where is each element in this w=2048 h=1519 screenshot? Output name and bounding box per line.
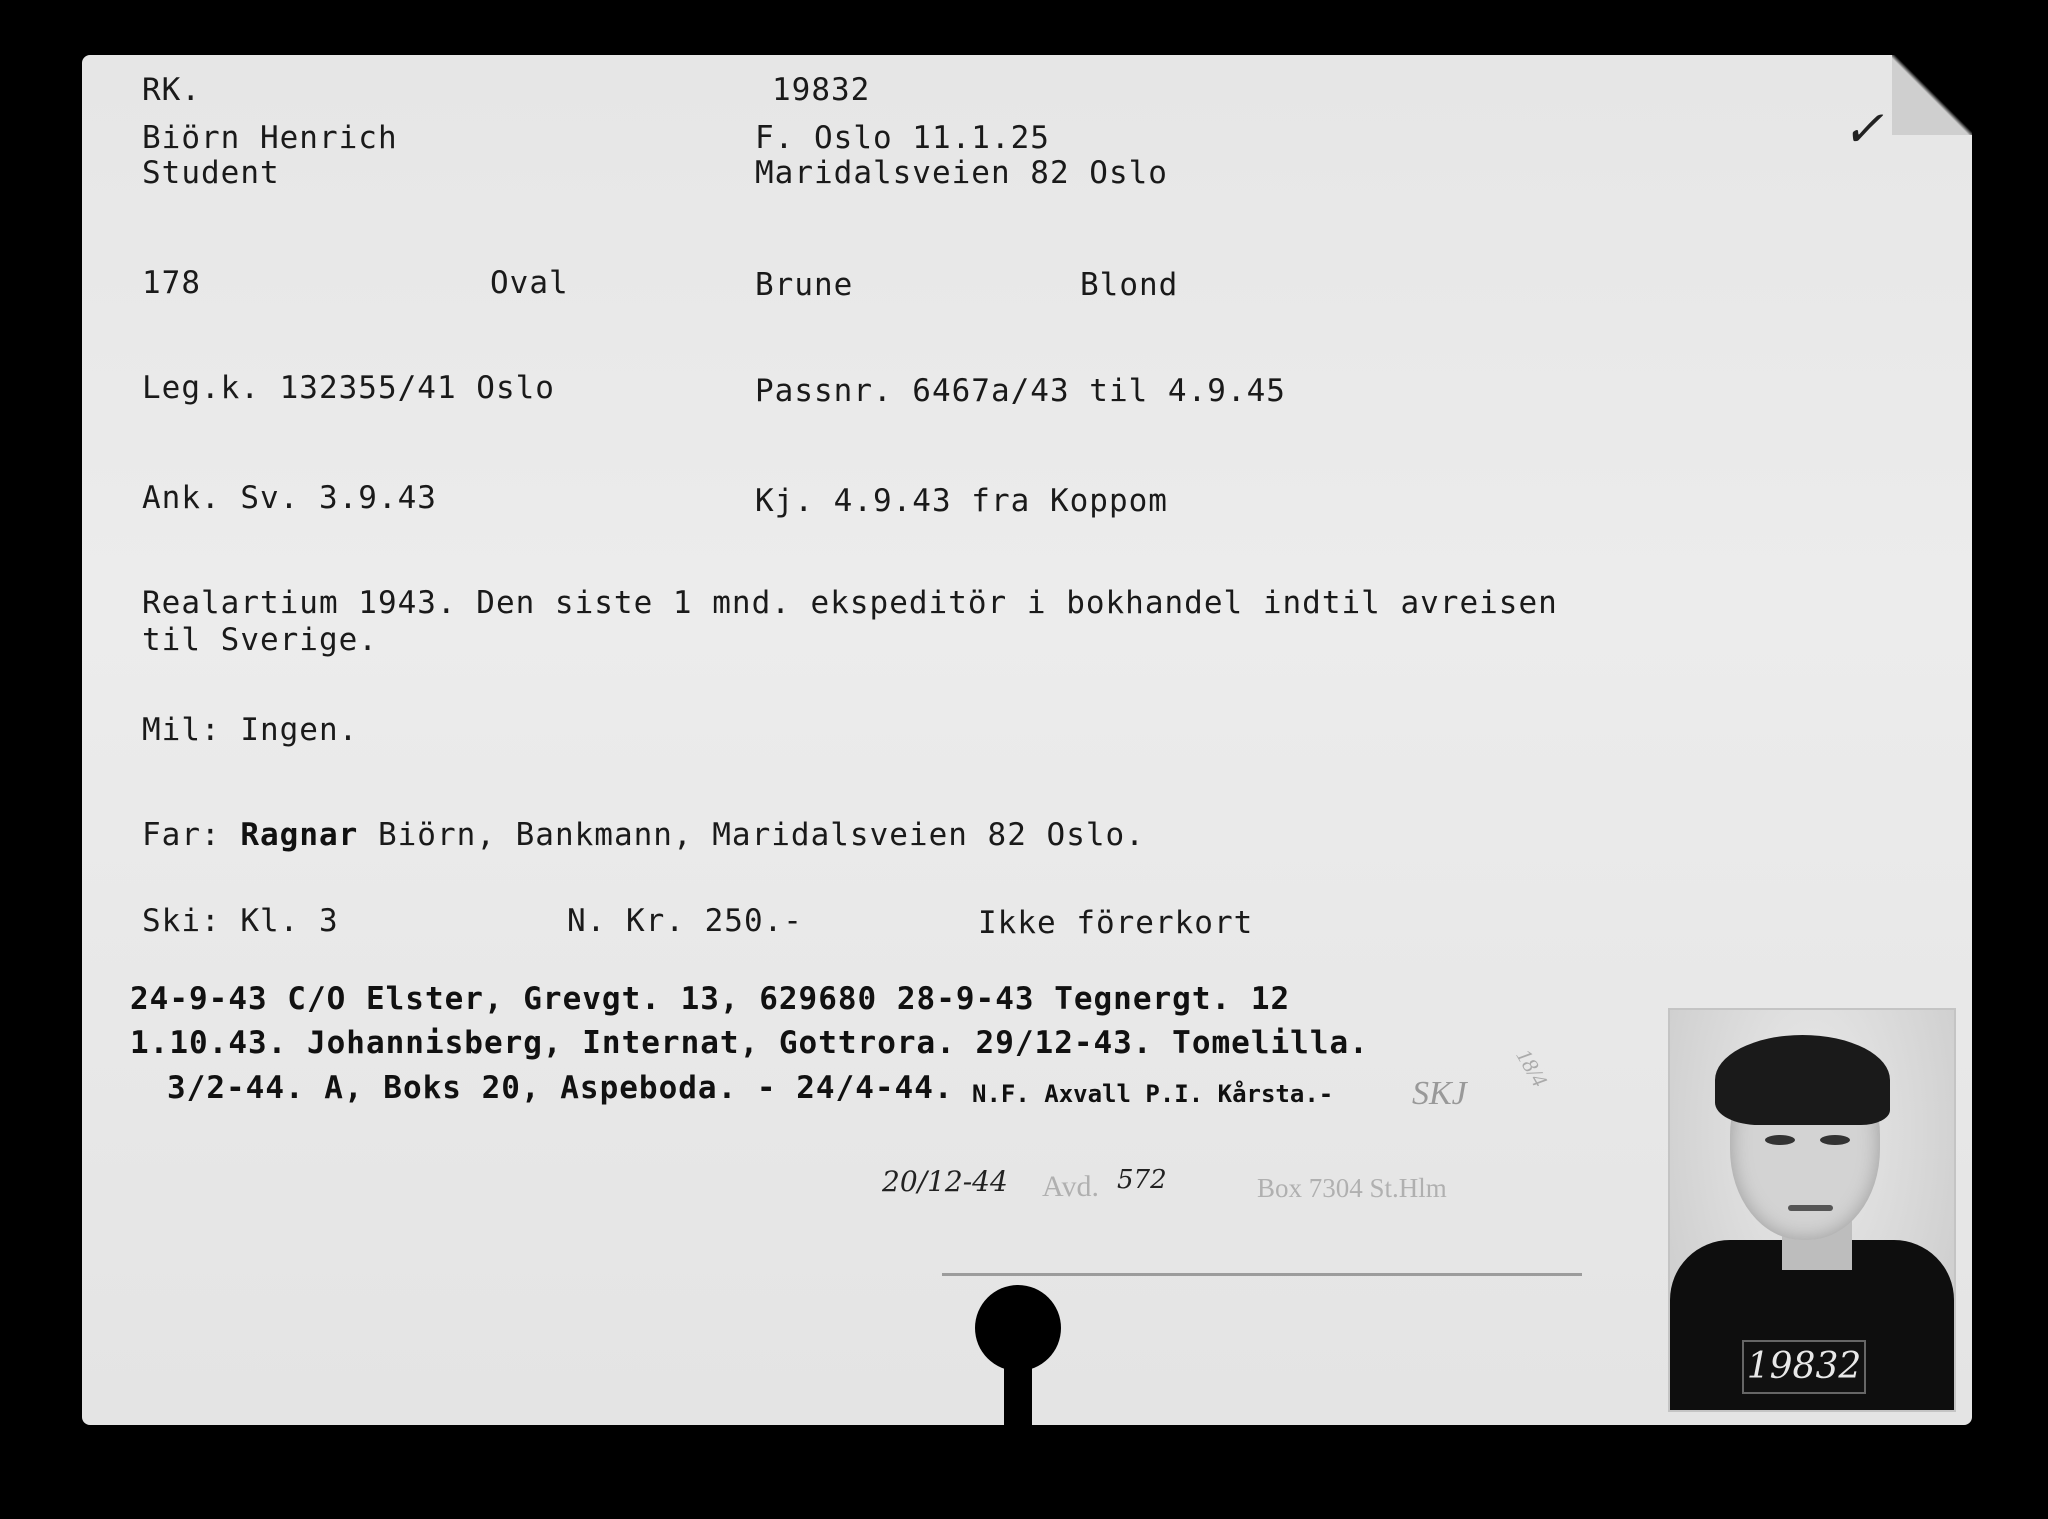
card-corner bbox=[1892, 55, 1972, 135]
came-from: Kj. 4.9.43 fra Koppom bbox=[755, 483, 1168, 519]
punch-slot bbox=[1004, 1355, 1032, 1430]
handwritten-date: 20/12-44 bbox=[882, 1165, 1008, 1198]
home-address: Maridalsveien 82 Oslo bbox=[755, 155, 1168, 191]
father-details: Biörn, Bankmann, Maridalsveien 82 Oslo. bbox=[377, 817, 1145, 853]
photo-plate-number: 19832 bbox=[1742, 1340, 1866, 1394]
legitimation-card: Leg.k. 132355/41 Oslo bbox=[142, 370, 555, 406]
ski-level: Ski: Kl. 3 bbox=[142, 903, 339, 939]
address-history-line-2: 1.10.43. Johannisberg, Internat, Gottrora. 29/12-43. Tomelilla. bbox=[130, 1025, 1369, 1061]
handwritten-number: 572 bbox=[1117, 1165, 1167, 1195]
father-label: Far: bbox=[142, 817, 221, 853]
birth-info: F. Oslo 11.1.25 bbox=[755, 120, 1050, 156]
education-line-2: til Sverige. bbox=[142, 622, 378, 658]
stamp-department: Avd. bbox=[1042, 1170, 1099, 1203]
margin-note: SKJ bbox=[1412, 1075, 1467, 1112]
license-status: Ikke förerkort bbox=[978, 905, 1254, 941]
nkr-amount: N. Kr. 250.- bbox=[567, 903, 803, 939]
arrival-date: Ank. Sv. 3.9.43 bbox=[142, 480, 437, 516]
education-line-1: Realartium 1943. Den siste 1 mnd. ekspeditör i bokhandel indtil avreisen bbox=[142, 585, 1558, 621]
registration-card bbox=[82, 55, 1972, 1425]
check-mark: ✓ bbox=[1842, 100, 1884, 158]
military-service: Mil: Ingen. bbox=[142, 712, 359, 748]
address-history-line-3: 3/2-44. A, Boks 20, Aspeboda. - 24/4-44. bbox=[167, 1070, 954, 1106]
address-history-line-3b: N.F. Axvall P.I. Kårsta.- bbox=[972, 1080, 1334, 1108]
father-first-name: Ragnar bbox=[240, 817, 359, 853]
person-name: Biörn Henrich bbox=[142, 120, 398, 156]
person-occupation: Student bbox=[142, 155, 280, 191]
stamp-box-address: Box 7304 St.Hlm bbox=[1257, 1173, 1447, 1203]
passport-number: Passnr. 6467a/43 til 4.9.45 bbox=[755, 373, 1286, 409]
signature-line bbox=[942, 1273, 1582, 1276]
id-photo bbox=[1670, 1010, 1954, 1410]
address-history-line-1: 24-9-43 C/O Elster, Grevgt. 13, 629680 28-9-43 Tegnergt. 12 bbox=[130, 981, 1291, 1017]
father-line bbox=[142, 817, 1145, 853]
hair-color: Blond bbox=[1080, 267, 1179, 303]
face-shape: Oval bbox=[490, 265, 569, 301]
card-number: 19832 bbox=[772, 72, 871, 108]
register-code: RK. bbox=[142, 72, 201, 108]
eye-color: Brune bbox=[755, 267, 854, 303]
margin-note-2: 18/4 bbox=[1511, 1044, 1553, 1091]
height-value: 178 bbox=[142, 265, 201, 301]
